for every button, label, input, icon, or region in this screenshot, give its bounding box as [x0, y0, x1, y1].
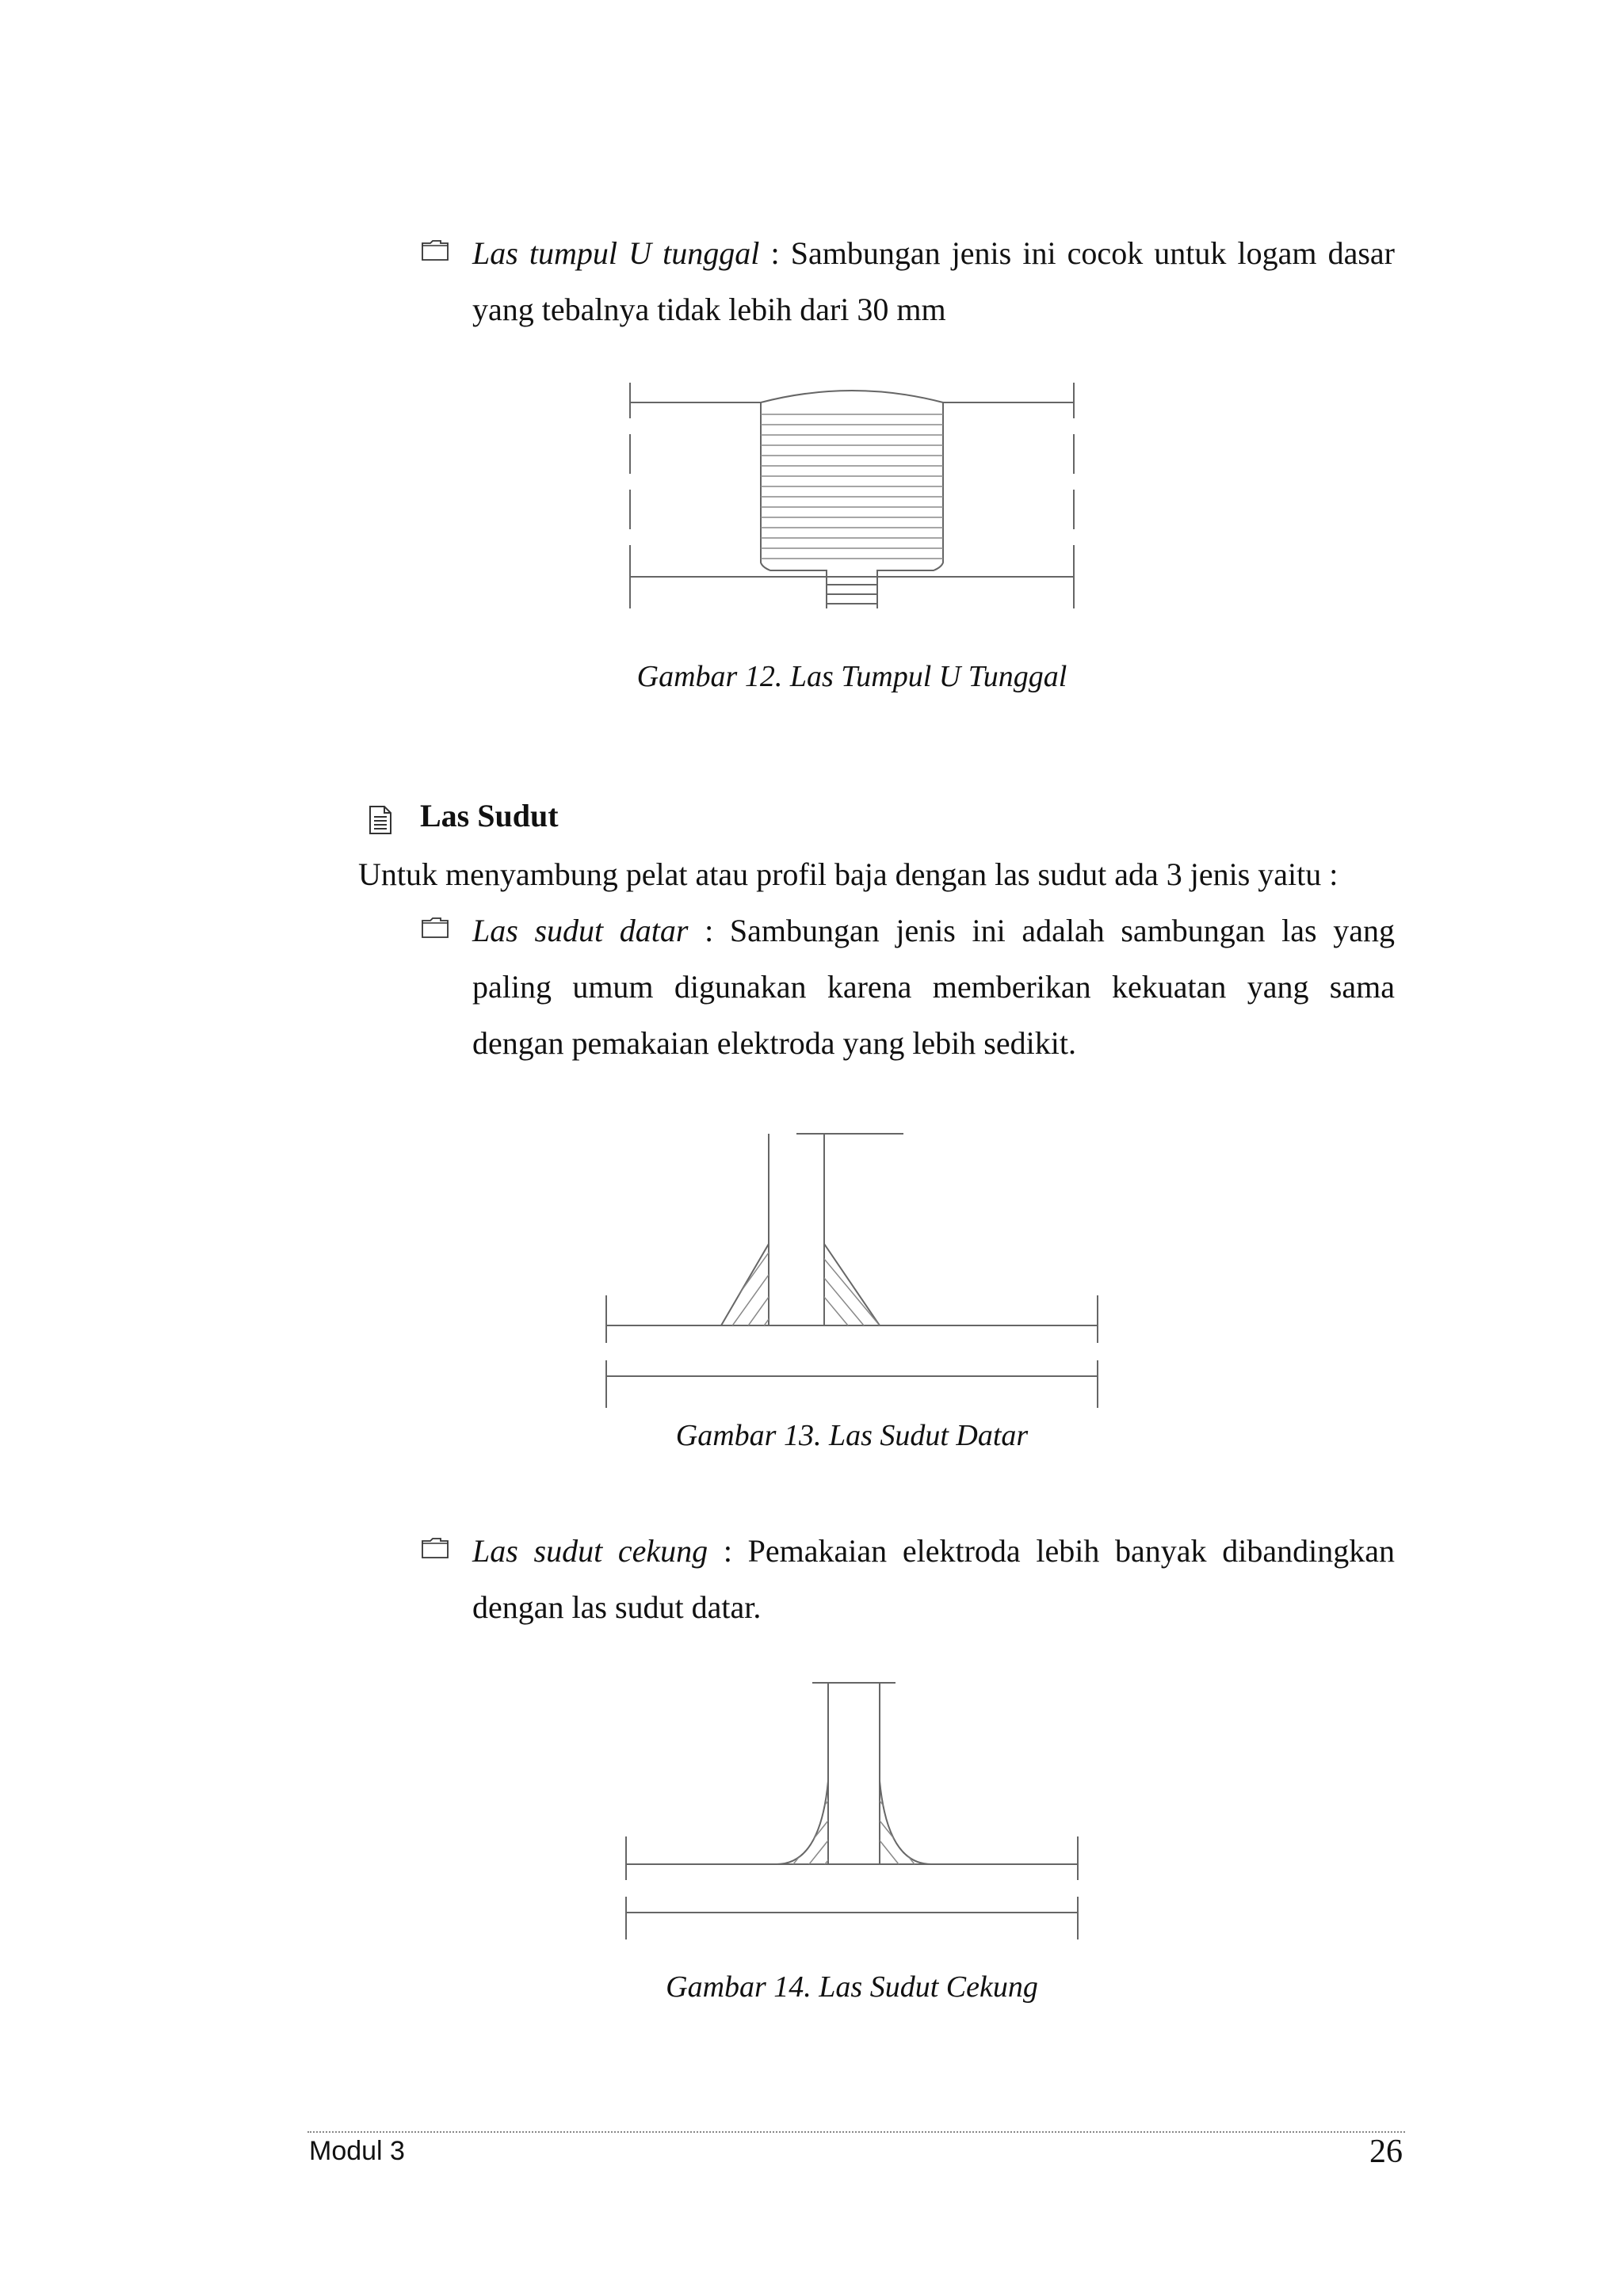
item-desc: Sambungan jenis ini cocok untuk logam dasar	[790, 235, 1396, 271]
section-heading: Las Sudut	[420, 798, 559, 833]
figure-13-drawing	[602, 1129, 1102, 1414]
page-number: 26	[1369, 2134, 1403, 2170]
item-desc: Sambungan jenis ini adalah sambungan las yang	[729, 913, 1396, 948]
figure-14-caption: Gambar 14. Las Sudut Cekung	[666, 1970, 1038, 2004]
item-term: Las sudut datar	[472, 913, 689, 948]
item-sudut-cekung-line2: dengan las sudut datar.	[472, 1589, 762, 1625]
item-term: Las tumpul U tunggal	[472, 235, 760, 271]
folder-icon	[422, 1538, 449, 1558]
figure-14-drawing	[622, 1678, 1082, 1939]
document-icon	[369, 805, 392, 835]
item-u-tunggal-line1: Las tumpul U tunggal : Sambungan jenis ini cocok untuk logam dasar	[472, 235, 1396, 271]
item-term: Las sudut cekung	[472, 1533, 708, 1569]
footer-rule	[307, 2131, 1405, 2133]
folder-icon	[422, 917, 449, 938]
figure-12-caption: Gambar 12. Las Tumpul U Tunggal	[636, 660, 1067, 693]
footer-module: Modul 3	[309, 2136, 405, 2166]
item-u-tunggal-line2: yang tebalnya tidak lebih dari 30 mm	[472, 292, 946, 327]
item-sudut-cekung-line1: Las sudut cekung : Pemakaian elektroda lebih banyak dibandingkan	[472, 1533, 1395, 1569]
item-sudut-datar-line2: paling umum digunakan karena memberikan kekuatan yang sama	[472, 969, 1395, 1005]
figure-12-drawing	[626, 379, 1078, 616]
section-intro: Untuk menyambung pelat atau profil baja dengan las sudut ada 3 jenis yaitu :	[358, 856, 1338, 892]
item-sudut-datar-line3: dengan pemakaian elektroda yang lebih sedikit.	[472, 1025, 1076, 1061]
figure-13-caption: Gambar 13. Las Sudut Datar	[675, 1419, 1029, 1452]
item-desc: Pemakaian elektroda lebih banyak dibandingkan	[747, 1533, 1395, 1569]
item-sudut-datar-line1: Las sudut datar : Sambungan jenis ini adalah sambungan las yang	[472, 913, 1396, 948]
folder-icon	[422, 240, 449, 261]
